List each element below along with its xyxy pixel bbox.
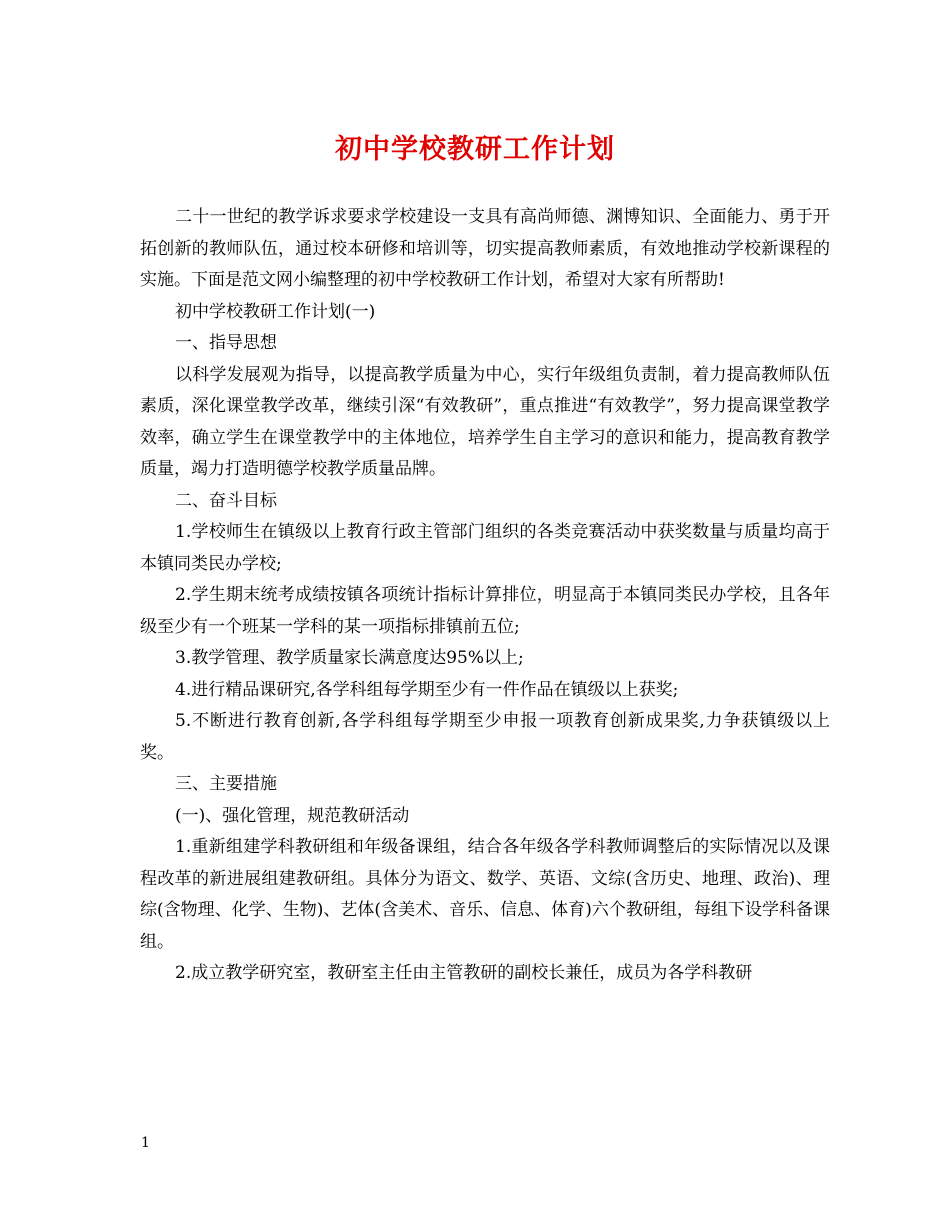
goal-item-2: 2.学生期末统考成绩按镇各项统计指标计算排位，明显高于本镇同类民办学校，且各年级至少有一个班某一学科的某一项指标排镇前五位;: [140, 585, 830, 637]
section-heading-plan-one: 初中学校教研工作计划(一): [175, 301, 376, 322]
goal-item-5: 5.不断进行教育创新,各学科组每学期至少申报一项教育创新成果奖,力争获镇级以上奖。: [140, 711, 830, 763]
document-title: 初中学校教研工作计划: [335, 134, 615, 165]
goal-item-3: 3.教学管理、教学质量家长满意度达95%以上;: [175, 648, 524, 668]
heading-goals: 二、奋斗目标: [175, 490, 277, 511]
measure-item-1: 1.重新组建学科教研组和年级备课组，结合各年级各学科教师调整后的实际情况以及课程改革的新进展组建教研组。具体分为语文、数学、英语、文综(含历史、地理、政治)、理综(含物理、化学、生物)、艺体(含美术、音乐、信息、体育)六个教研组，每组下设学科备课组。: [140, 837, 830, 952]
paragraph-intro: 二十一世纪的教学诉求要求学校建设一支具有高尚师德、渊博知识、全面能力、勇于开拓创新的教师队伍，通过校本研修和培训等，切实提高教师素质，有效地推动学校新课程的实施。下面是范文网小编整理的初中学校教研工作计划，希望对大家有所帮助!: [140, 207, 830, 290]
paragraph-guiding-ideology: 以科学发展观为指导，以提高教学质量为中心，实行年级组负责制，着力提高教师队伍素质，深化课堂教学改革，继续引深“有效教研”，重点推进“有效教学”，努力提高课堂教学效率，确立学生在课堂教学中的主体地位，培养学生自主学习的意识和能力，提高教育教学质量，竭力打造明德学校教学质量品牌。: [140, 364, 830, 479]
subheading-management: (一)、强化管理，规范教研活动: [175, 805, 410, 826]
heading-guiding-ideology: 一、指导思想: [175, 333, 277, 353]
heading-main-measures: 三、主要措施: [175, 774, 277, 794]
document-body: [140, 202, 830, 990]
goal-item-1: 1.学校师生在镇级以上教育行政主管部门组织的各类竞赛活动中获奖数量与质量均高于本镇同类民办学校;: [140, 522, 830, 574]
page-number: 1: [141, 1135, 150, 1151]
goal-item-4: 4.进行精品课研究,各学科组每学期至少有一件作品在镇级以上获奖;: [175, 679, 679, 700]
measure-item-2: 2.成立教学研究室，教研室主任由主管教研的副校长兼任，成员为各学科教研: [175, 963, 753, 983]
